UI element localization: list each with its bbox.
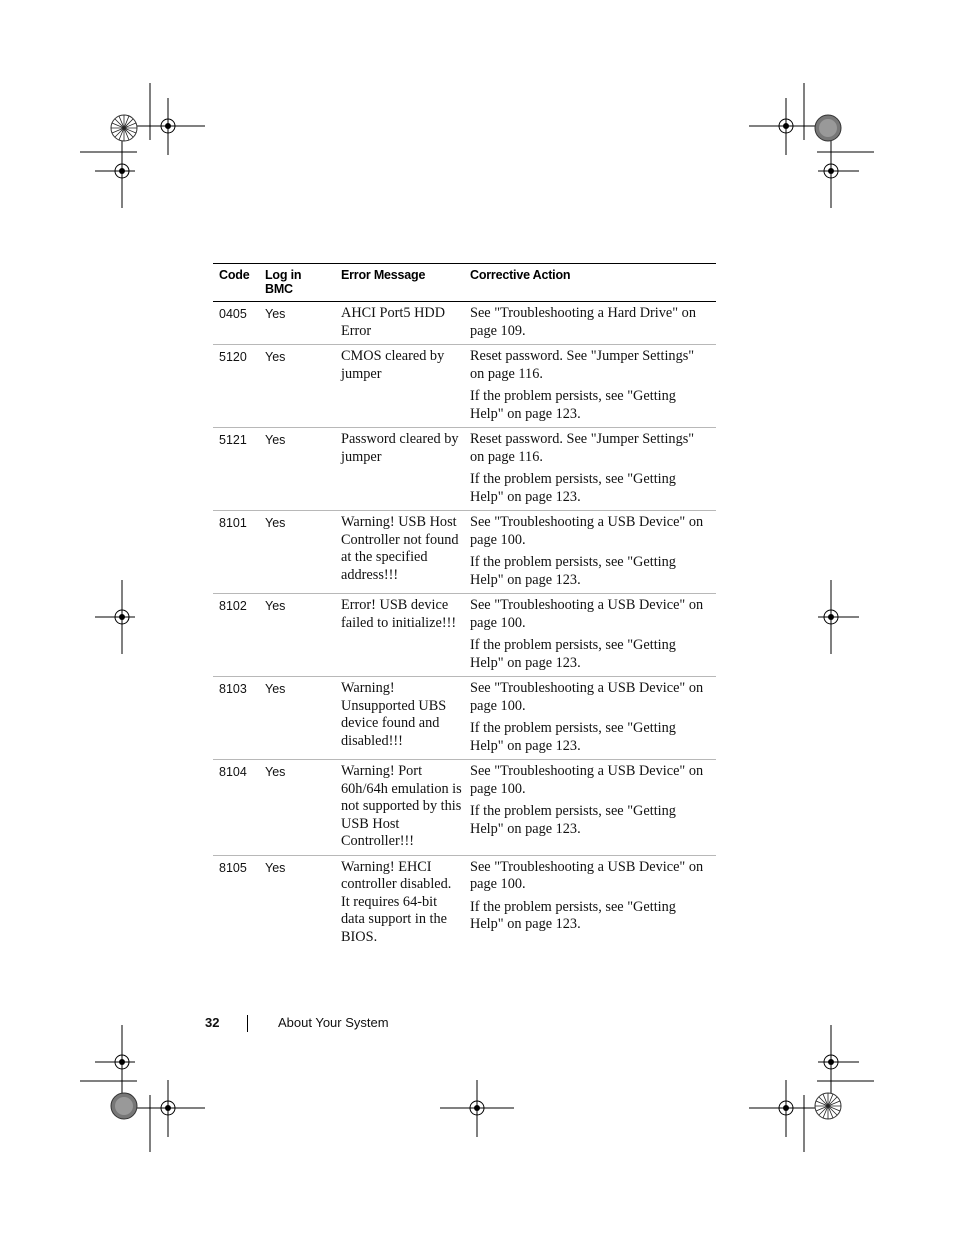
cell-corrective-action xyxy=(464,855,716,950)
section-title: About Your System xyxy=(278,1015,389,1030)
cell-corrective-action xyxy=(464,511,716,594)
cell-error-message: Warning! Port 60h/64h emulation is not supported by this USB Host Controller!!! xyxy=(335,760,464,856)
cell-error-message: Warning! USB Host Controller not found at the specified address!!! xyxy=(335,511,464,594)
header-corrective-action: Corrective Action xyxy=(464,264,716,302)
action-text: See "Troubleshooting a USB Device" on page 100. xyxy=(470,680,704,714)
table-header-row xyxy=(213,264,716,302)
cell-code: 5120 xyxy=(213,345,259,428)
cell-code: 8103 xyxy=(213,677,259,760)
action-text: See "Troubleshooting a USB Device" on page 100. xyxy=(470,763,704,797)
cell-error-message: AHCI Port5 HDD Error xyxy=(335,302,464,345)
cell-code: 8101 xyxy=(213,511,259,594)
header-error-message: Error Message xyxy=(335,264,464,302)
cell-log-in-bmc: Yes xyxy=(259,760,335,856)
table-row xyxy=(213,760,716,856)
footer-divider xyxy=(247,1015,248,1032)
cell-log-in-bmc: Yes xyxy=(259,677,335,760)
action-text: Reset password. See "Jumper Settings" on page 116. xyxy=(470,431,695,465)
cell-corrective-action xyxy=(464,345,716,428)
table-row xyxy=(213,345,716,428)
cell-corrective-action xyxy=(464,677,716,760)
cell-error-message: Password cleared by jumper xyxy=(335,428,464,511)
cell-corrective-action xyxy=(464,594,716,677)
cell-error-message: CMOS cleared by jumper xyxy=(335,345,464,428)
action-text: If the problem persists, see "Getting Help" on page 123. xyxy=(470,554,676,588)
header-log-in-bmc: Log in BMC xyxy=(259,264,335,302)
page-number: 32 xyxy=(205,1015,220,1030)
cell-code: 5121 xyxy=(213,428,259,511)
table-row xyxy=(213,855,716,950)
cell-corrective-action xyxy=(464,760,716,856)
table-row xyxy=(213,511,716,594)
table-row xyxy=(213,428,716,511)
cell-corrective-action xyxy=(464,428,716,511)
cell-code: 8102 xyxy=(213,594,259,677)
table-row xyxy=(213,677,716,760)
cell-code: 8104 xyxy=(213,760,259,856)
action-text: If the problem persists, see "Getting Help" on page 123. xyxy=(470,803,676,837)
action-text: Reset password. See "Jumper Settings" on page 116. xyxy=(470,348,695,382)
error-code-table xyxy=(213,263,716,950)
cell-error-message: Warning! Unsupported UBS device found and disabled!!! xyxy=(335,677,464,760)
cell-corrective-action xyxy=(464,302,716,345)
action-text: See "Troubleshooting a Hard Drive" on page 109. xyxy=(470,305,696,339)
cell-error-message: Warning! EHCI controller disabled. It requires 64-bit data support in the BIOS. xyxy=(341,858,452,945)
action-text: See "Troubleshooting a USB Device" on page 100. xyxy=(470,514,704,548)
header-code: Code xyxy=(213,264,259,302)
action-text: If the problem persists, see "Getting Help" on page 123. xyxy=(470,471,676,505)
cell-log-in-bmc: Yes xyxy=(259,511,335,594)
action-text: See "Troubleshooting a USB Device" on page 100. xyxy=(470,858,704,892)
cell-error-message: Error! USB device failed to initialize!!! xyxy=(335,594,464,677)
cell-log-in-bmc: Yes xyxy=(259,428,335,511)
cell-code: 8105 xyxy=(219,860,247,875)
cell-log-in-bmc: Yes xyxy=(259,594,335,677)
action-text: If the problem persists, see "Getting Help" on page 123. xyxy=(470,388,676,422)
table-row xyxy=(213,302,716,345)
action-text: See "Troubleshooting a USB Device" on page 100. xyxy=(470,597,704,631)
cell-code: 0405 xyxy=(213,302,259,345)
action-text: If the problem persists, see "Getting Help" on page 123. xyxy=(470,720,676,754)
cell-log-in-bmc: Yes xyxy=(265,860,286,875)
action-text: If the problem persists, see "Getting Help" on page 123. xyxy=(470,637,676,671)
action-text: If the problem persists, see "Getting Help" on page 123. xyxy=(470,898,676,932)
table-row xyxy=(213,594,716,677)
cell-log-in-bmc: Yes xyxy=(259,302,335,345)
cell-log-in-bmc: Yes xyxy=(259,345,335,428)
